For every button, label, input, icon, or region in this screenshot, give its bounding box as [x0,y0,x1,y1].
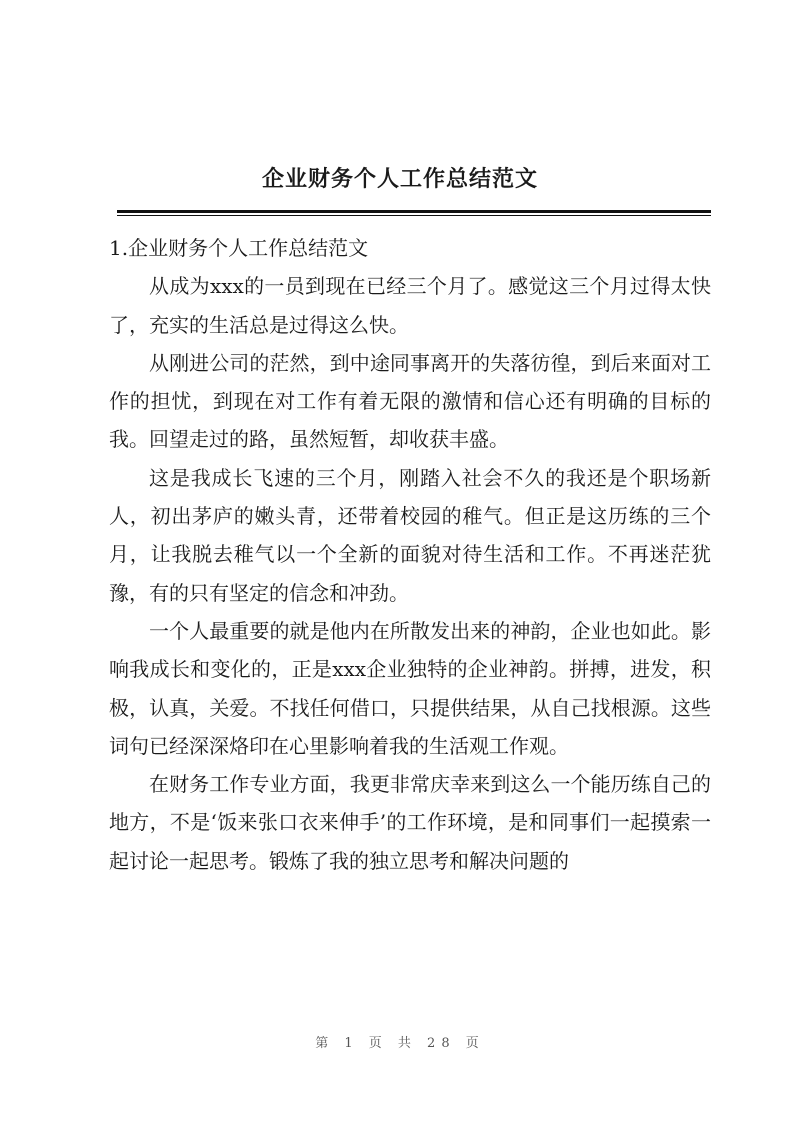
title-divider-thick [117,210,711,213]
paragraph-2: 从刚进公司的茫然，到中途同事离开的失落彷徨，到后来面对工作的担忧，到现在对工作有着无限的激情和信心还有明确的目标的我。回望走过的路，虽然短暂，却收获丰盛。 [109,350,711,452]
document-body [109,229,711,880]
title-divider-thin [117,215,711,216]
paragraph-4: 一个人最重要的就是他内在所散发出来的神韵，企业也如此。影响我成长和变化的，正是xxx企业独特的企业神韵。拼搏，进发，积极，认真，关爱。不找任何借口，只提供结果，从自己找根源。这些词句已经深深烙印在心里影响着我的生活观工作观。 [109,618,711,758]
section-heading: 1.企业财务个人工作总结范文 [109,236,369,260]
paragraph-3: 这是我成长飞速的三个月，刚踏入社会不久的我还是个职场新人，初出茅庐的嫩头青，还带着校园的稚气。但正是这历练的三个月，让我脱去稚气以一个全新的面貌对待生活和工作。不再迷茫犹豫，有的只有坚定的信念和冲劲。 [109,465,711,605]
paragraph-5: 在财务工作专业方面，我更非常庆幸来到这么一个能历练自己的地方，不是‘饭来张口衣来伸手’的工作环境，是和同事们一起摸索一起讨论一起思考。锻炼了我的独立思考和解决问题的 [109,772,711,873]
paragraph-1: 从成为xxx的一员到现在已经三个月了。感觉这三个月过得太快了，充实的生活总是过得这么快。 [109,274,711,337]
page-footer: 第 1 页 共 28 页 [315,1036,485,1051]
document-title: 企业财务个人工作总结范文 [261,166,538,192]
